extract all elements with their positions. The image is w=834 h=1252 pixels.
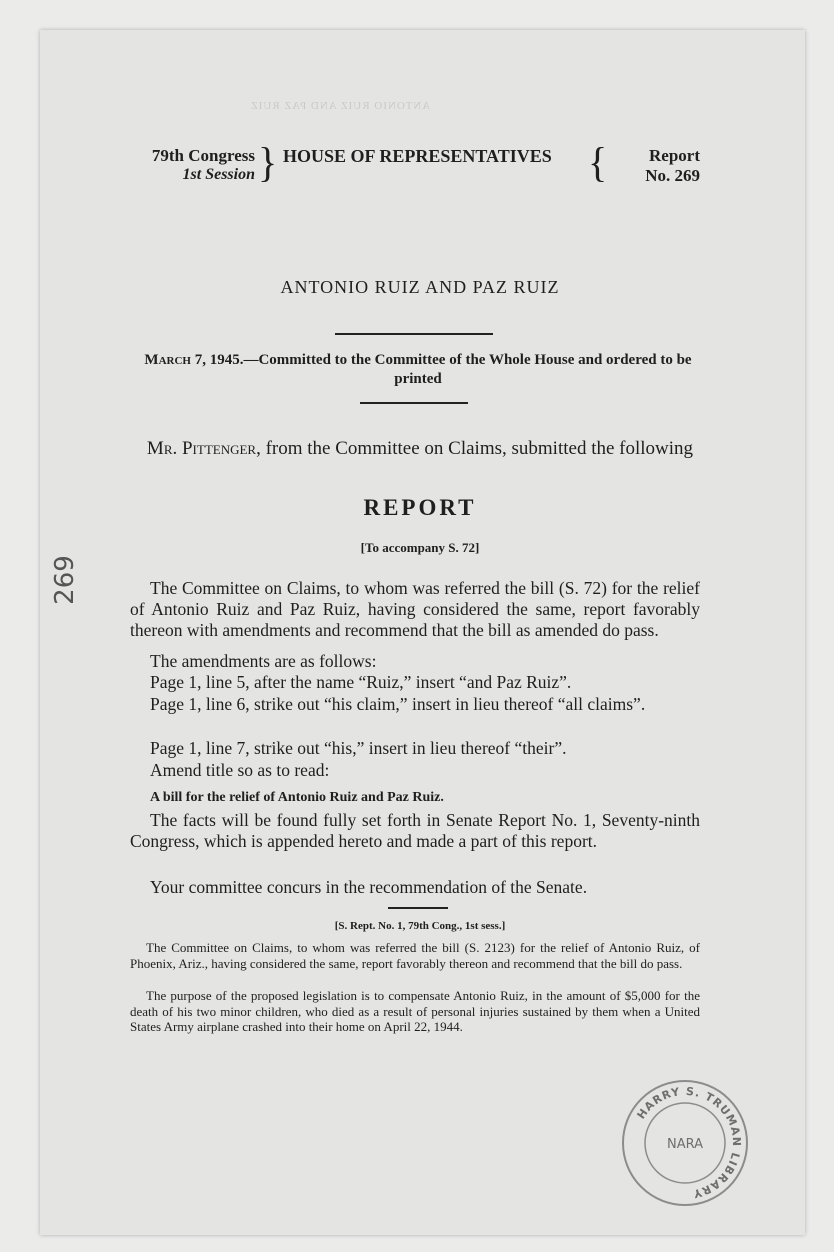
- divider: [388, 907, 448, 909]
- accompany-note: [To accompany S. 72]: [360, 540, 480, 555]
- congress-session: [130, 146, 255, 184]
- session: 1st Session: [182, 166, 255, 183]
- senate-paragraph-2: The purpose of the proposed legislation is to compensate Antonio Ruiz, in the amount of $5,000 for the death of his two minor children, who died as a result of personal injuries sustained by them when a United States Army airplane crashed into their home on April 22, 1944.: [130, 988, 700, 1034]
- paragraph-concur: Your committee concurs in the recommendation of the Senate.: [150, 877, 588, 897]
- committed-text: —Committed to the Committee of the Whole House and ordered to be printed: [243, 352, 692, 387]
- paragraph-amendments-intro: The amendments are as follows:: [150, 651, 377, 671]
- right-brace: {: [588, 138, 608, 187]
- left-brace: }: [258, 138, 278, 187]
- congress: 79th Congress: [151, 146, 255, 165]
- bill-title: A bill for the relief of Antonio Ruiz and Paz Ruiz.: [150, 790, 444, 805]
- amend-title: Amend title so as to read:: [150, 760, 330, 780]
- submission-statement: [140, 437, 700, 460]
- amendment-1: Page 1, line 5, after the name “Ruiz,” insert “and Paz Ruiz”.: [150, 672, 572, 692]
- submitter-name: Mr. Pittenger: [146, 438, 257, 459]
- report-header: [0, 138, 834, 187]
- stamp-inner-text: NARA: [666, 1137, 704, 1152]
- stamp-outer-text: HARRY S. TRUMAN LIBRARY: [634, 1084, 744, 1201]
- senate-paragraph-1: The Committee on Claims, to whom was referred the bill (S. 2123) for the relief of Antonio Ruiz, of Phoenix, Ariz., having considered the same, report favorably thereon and recommend that the bill do pass.: [130, 940, 700, 971]
- paragraph-facts: The facts will be found fully set forth in Senate Report No. 1, Seventy-ninth Congress, which is appended hereto and made a part of this report.: [130, 810, 700, 851]
- amendment-3: Page 1, line 7, strike out “his,” insert in lieu thereof “their”.: [150, 738, 567, 758]
- divider: [360, 402, 468, 404]
- senate-report-reference: [S. Rept. No. 1, 79th Cong., 1st sess.]: [334, 920, 506, 932]
- report-number: No. 269: [645, 166, 700, 185]
- bleed-through-text: ANTONIO RUIZ AND PAZ RUIZ: [250, 100, 431, 112]
- committed-statement: [128, 351, 708, 389]
- library-stamp: [620, 1078, 750, 1208]
- report-heading: REPORT: [363, 495, 477, 520]
- paragraph-intro: The Committee on Claims, to whom was referred the bill (S. 72) for the relief of Antonio Ruiz and Paz Ruiz, having considered the same, report favorably thereon with amendments and recommend that the bill as amended do pass.: [130, 578, 700, 640]
- document-title: ANTONIO RUIZ AND PAZ RUIZ: [280, 277, 560, 297]
- submitter-text: , from the Committee on Claims, submitted the following: [256, 438, 694, 459]
- report-number-block: [615, 146, 700, 186]
- amendment-2: Page 1, line 6, strike out “his claim,” insert in lieu thereof “all claims”.: [150, 694, 646, 714]
- divider: [335, 333, 493, 335]
- chamber: HOUSE OF REPRESENTATIVES: [283, 146, 552, 166]
- handwritten-margin-note: 269: [49, 555, 80, 605]
- report-label: Report: [649, 146, 700, 165]
- committed-date: March 7, 1945.: [144, 352, 244, 368]
